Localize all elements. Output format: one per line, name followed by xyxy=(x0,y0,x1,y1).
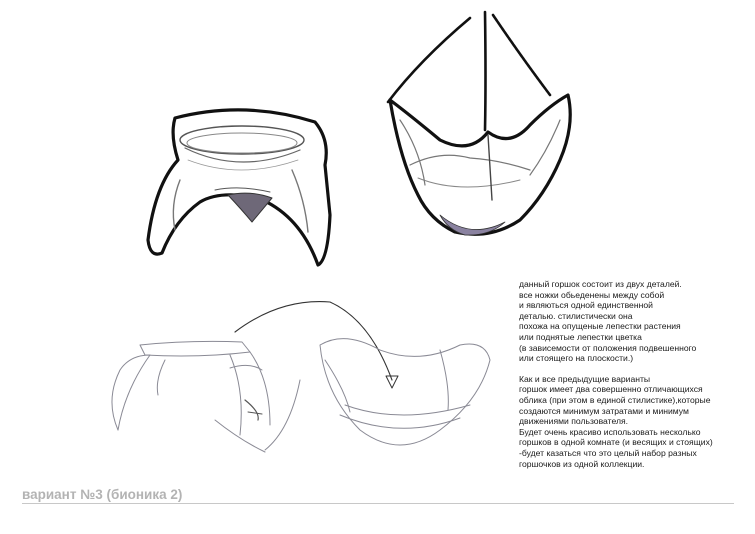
description-line: Будет очень красиво использовать несколько xyxy=(519,426,701,437)
description-line: создаются минимум затратами и минимум xyxy=(519,405,689,416)
description-line: -будет казаться что это целый набор разных xyxy=(519,447,697,458)
description-paragraph-2 xyxy=(519,374,749,469)
description-line: горшок имеет два совершенно отличающихся xyxy=(519,384,703,395)
paragraph-gap xyxy=(519,364,749,374)
description-line: или поднятые лепестки цветка xyxy=(519,331,642,342)
description-line: и являються одной единственной xyxy=(519,300,653,311)
transformation-sketch xyxy=(112,302,490,452)
description-line: все ножки обьеденены между собой xyxy=(519,289,665,300)
description-line: (в зависемости от положения подвешенного xyxy=(519,342,697,353)
description-paragraph-1 xyxy=(519,279,749,364)
caption-divider xyxy=(22,503,734,504)
design-description xyxy=(519,279,749,469)
description-line: или стоящего на плоскости.) xyxy=(519,353,634,364)
description-line: горшков в одной комнате (и весящих и стоящих) xyxy=(519,437,713,448)
variant-caption: вариант №3 (бионика 2) xyxy=(22,487,183,502)
standing-pot-sketch xyxy=(148,110,330,265)
description-line: похожа на опущеные лепестки растения xyxy=(519,321,681,332)
description-line: данный горшок состоит из двух деталей. xyxy=(519,279,682,289)
description-line: Как и все предыдущие варианты xyxy=(519,373,651,384)
hanging-pot-sketch xyxy=(388,12,570,235)
description-line: движениями пользователя. xyxy=(519,416,629,427)
description-line: горшочков из одной коллекции. xyxy=(519,458,645,469)
description-line: деталью. стилистически она xyxy=(519,310,633,321)
description-line: облика (при этом в единой стилистике),которые xyxy=(519,394,711,405)
